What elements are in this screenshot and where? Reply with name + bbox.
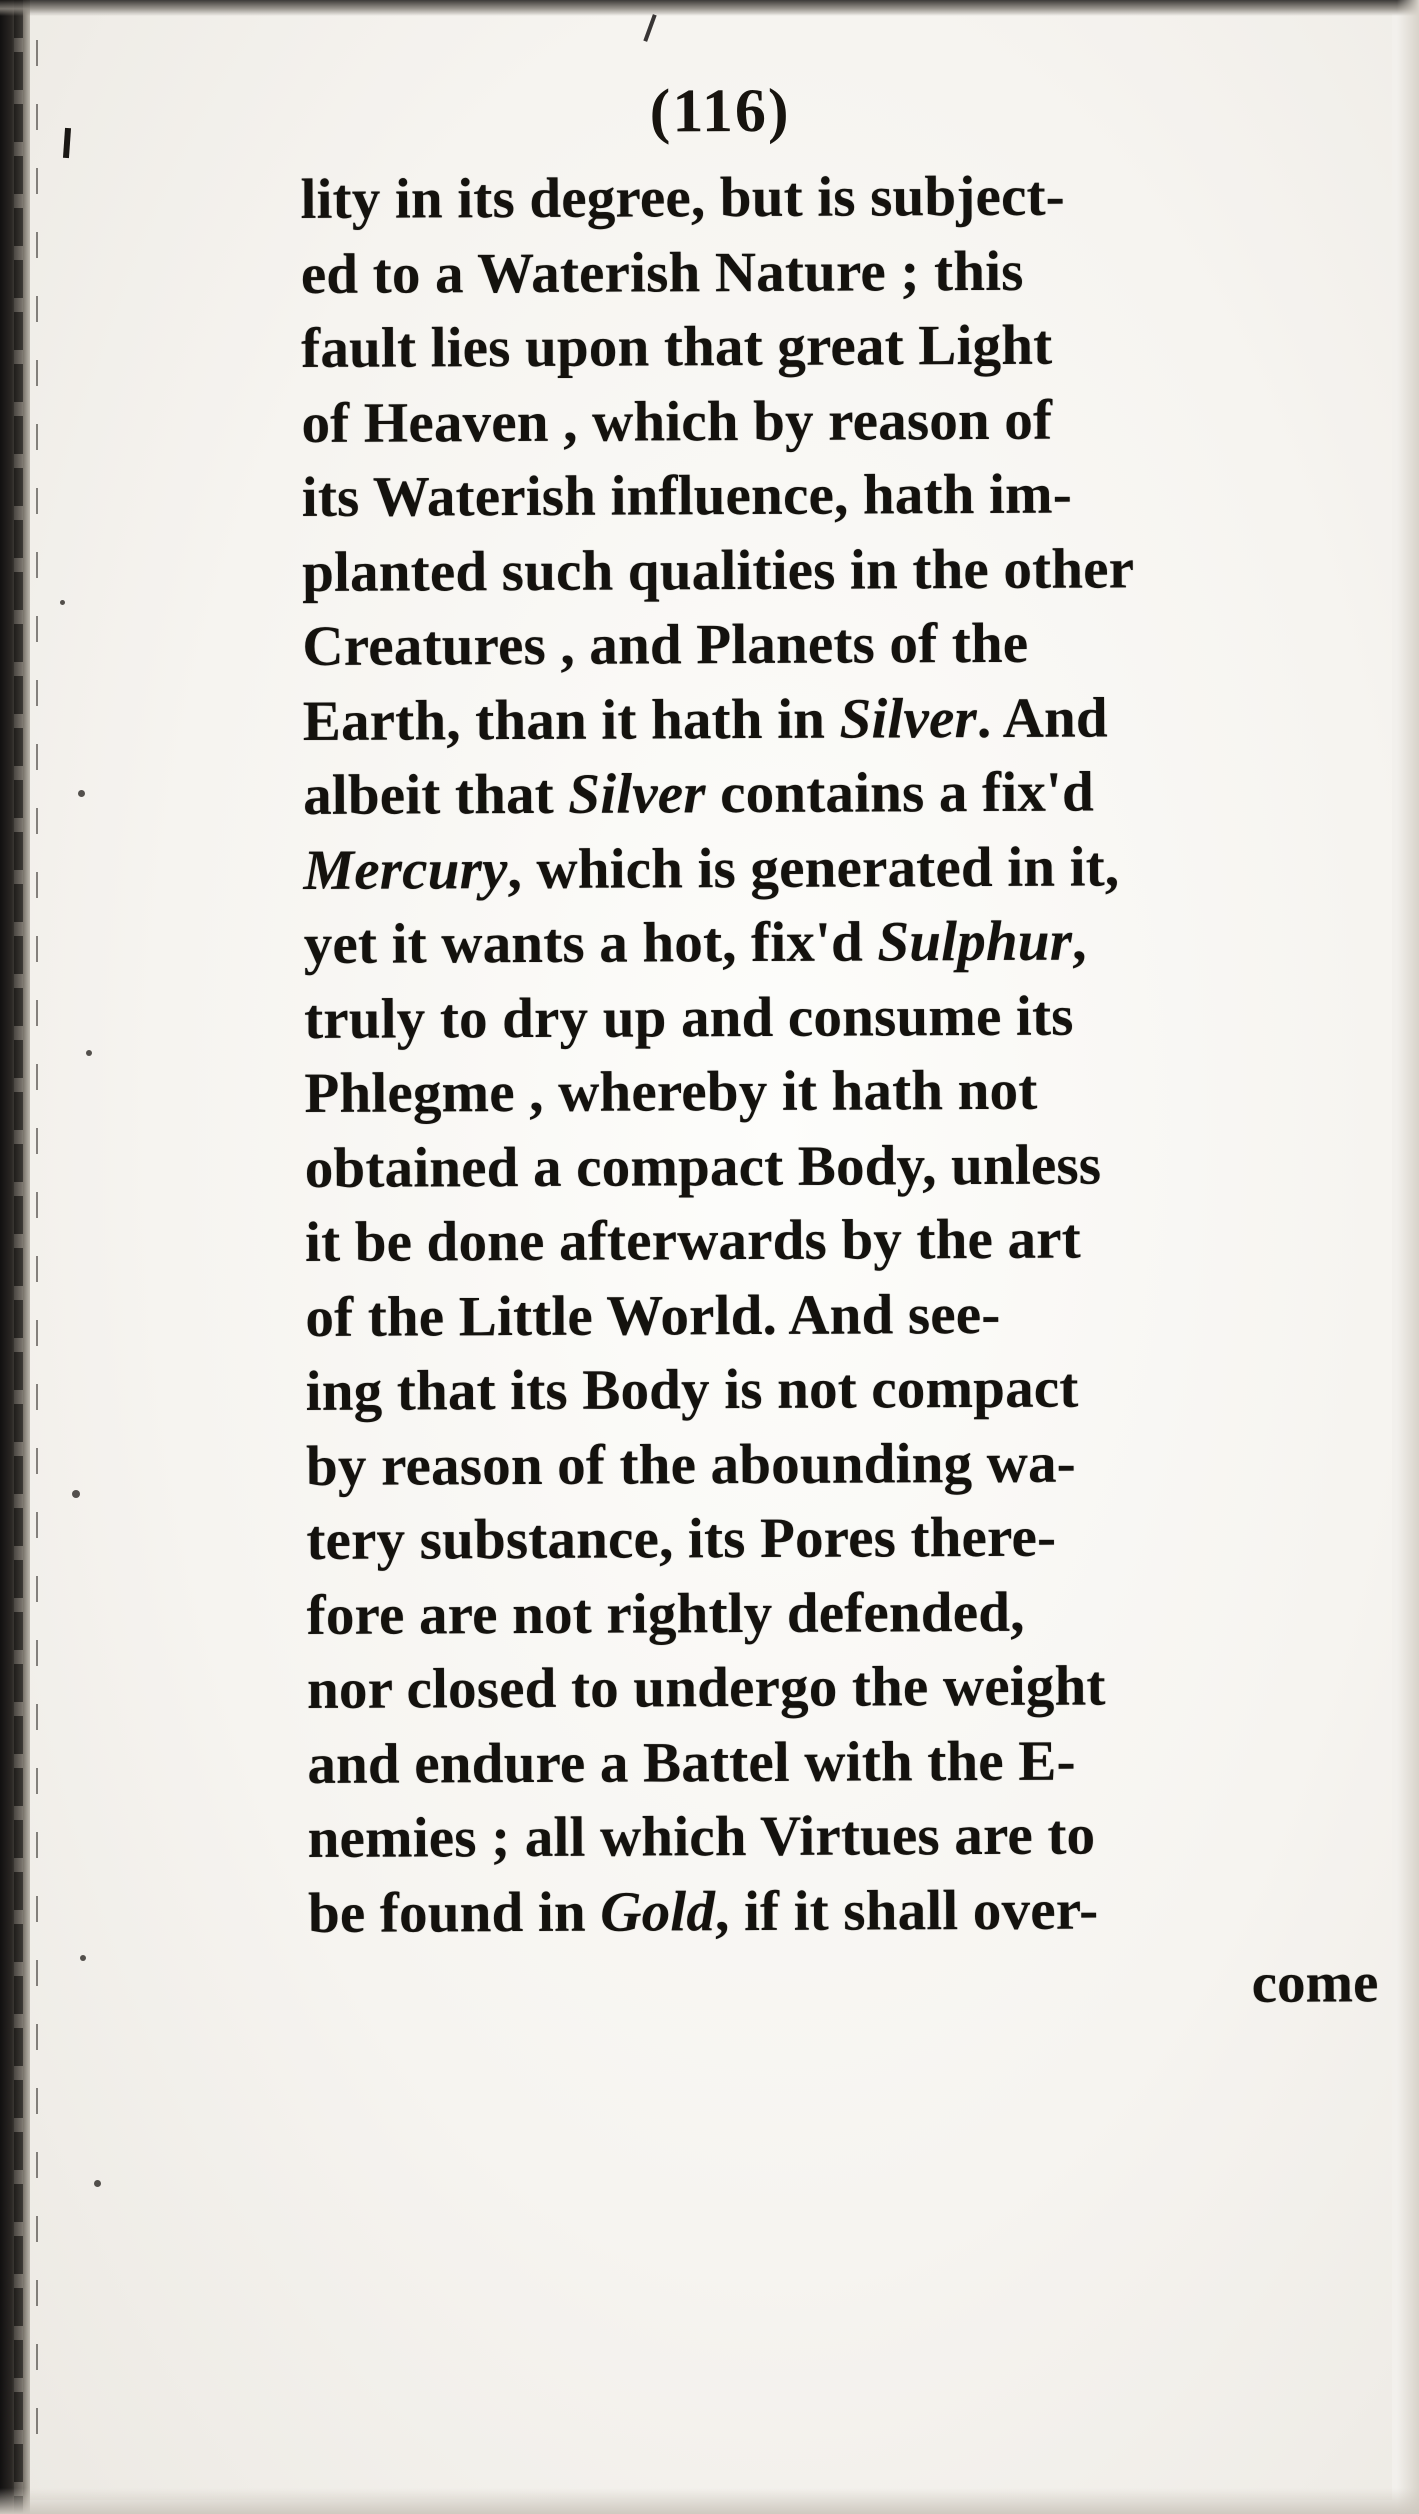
text-line: of Heaven , which by reason of	[301, 388, 1053, 455]
top-edge-shadow	[0, 0, 1419, 16]
body-paragraph	[300, 158, 1378, 1951]
text-line: nor closed to undergo the weight	[306, 1654, 1106, 1721]
text-line: it be done afterwards by the art	[304, 1207, 1082, 1274]
text-line: Creatures , and Planets of the	[302, 611, 1029, 678]
ink-speck	[60, 600, 65, 605]
text-line: nemies ; all which Virtues are to	[307, 1803, 1096, 1870]
text-line: ing that its Body is not compact	[305, 1356, 1079, 1423]
text-line: of the Little World. And see-	[305, 1282, 1001, 1349]
catchword: come	[1251, 1951, 1379, 2015]
text-line: tery substance, its Pores there-	[306, 1505, 1057, 1572]
text-line: Earth, than it hath in Silver. And	[302, 685, 1108, 753]
text-line: obtained a compact Body, unless	[304, 1133, 1102, 1200]
text-line: its Waterish influence, hath im-	[301, 462, 1073, 529]
text-line: be found in Gold, if it shall over-	[307, 1878, 1099, 1945]
ink-speck	[86, 1050, 92, 1056]
gutter-texture	[14, 0, 23, 2514]
ink-speck	[78, 790, 85, 797]
right-edge-shadow	[1397, 0, 1419, 2514]
text-line: albeit that Silver contains a fix'd	[302, 760, 1095, 827]
page-number: (116)	[649, 76, 791, 146]
ink-speck	[72, 1490, 80, 1498]
text-line: yet it wants a hot, fix'd Sulphur,	[303, 909, 1087, 976]
text-line: Phlegme , whereby it hath not	[304, 1058, 1038, 1125]
text-line: by reason of the abounding wa-	[305, 1431, 1077, 1498]
text-block	[300, 73, 1378, 2025]
text-line: truly to dry up and consume its	[303, 984, 1074, 1051]
text-line: fault lies upon that great Light	[301, 313, 1053, 380]
text-line: and endure a Battel with the E-	[307, 1729, 1076, 1796]
text-line: ed to a Waterish Nature ; this	[300, 239, 1024, 306]
ink-speck	[80, 1955, 86, 1961]
text-line: planted such qualities in the other	[302, 536, 1135, 604]
text-line: fore are not rightly defended,	[306, 1580, 1025, 1647]
text-line: lity in its degree, but is subject-	[300, 164, 1066, 231]
margin-rule	[36, 40, 38, 2460]
ink-speck	[94, 2180, 101, 2187]
bottom-edge-shadow	[0, 2488, 1419, 2514]
text-line: Mercury, which is generated in it,	[303, 834, 1120, 902]
